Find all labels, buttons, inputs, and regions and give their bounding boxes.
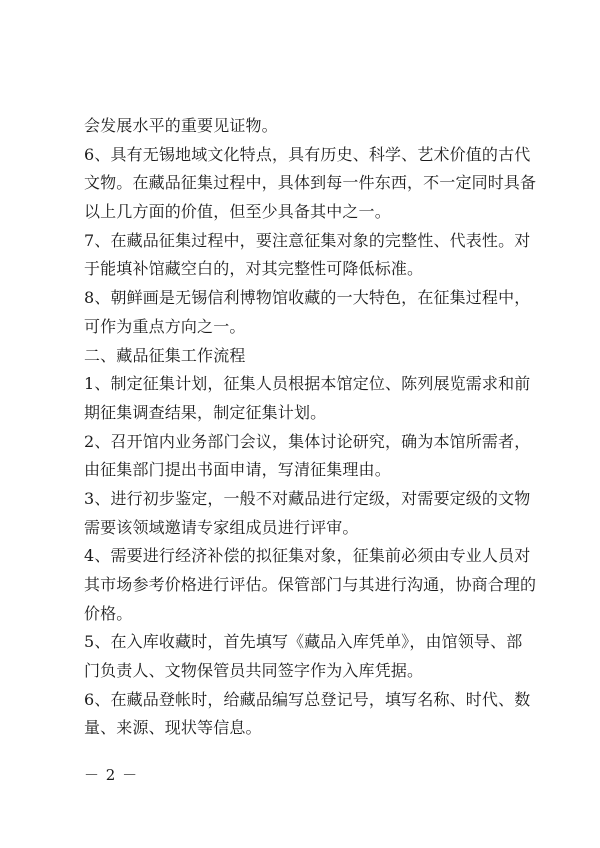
text-line: 由征集部门提出书面申请，写清征集理由。 [84, 460, 391, 480]
document-body [84, 112, 537, 743]
text-line: 可作为重点方向之一。 [84, 316, 246, 336]
text-line: 期征集调查结果，制定征集计划。 [84, 402, 327, 422]
text-line: 4、需要进行经济补偿的拟征集对象，征集前必须由专业人员对 [84, 546, 531, 566]
text-line: 6、具有无锡地域文化特点，具有历史、科学、艺术价值的古代 [84, 144, 531, 164]
text-line: 2、召开馆内业务部门会议，集体讨论研究，确为本馆所需者， [84, 431, 531, 451]
text-line: 于能填补馆藏空白的，对其完整性可降低标准。 [84, 259, 424, 279]
text-line: 文物。在藏品征集过程中，具体到每一件东西，不一定同时具备 [84, 173, 537, 193]
text-line: 8、朝鲜画是无锡信利博物馆收藏的一大特色，在征集过程中， [84, 288, 531, 308]
text-line: 1、制定征集计划，征集人员根据本馆定位、陈列展览需求和前 [84, 374, 531, 394]
text-line: 3、进行初步鉴定，一般不对藏品进行定级，对需要定级的文物 [84, 488, 531, 508]
text-line: 量、来源、现状等信息。 [84, 718, 262, 738]
text-line: 会发展水平的重要见证物。 [84, 116, 278, 135]
text-line: 5、在入库收藏时，首先填写《藏品入库凭单》，由馆领导、部 [84, 632, 523, 652]
text-line: 其市场参考价格进行评估。保管部门与其进行沟通，协商合理的 [84, 575, 537, 594]
text-line: 以上几方面的价值，但至少具备其中之一。 [84, 202, 391, 222]
text-line: 价格。 [84, 603, 133, 623]
section-heading: 二、藏品征集工作流程 [84, 345, 246, 365]
page-number: － 2 － [84, 766, 139, 784]
text-line: 门负责人、文物保管员共同签字作为入库凭据。 [84, 661, 424, 681]
text-line: 需要该领域邀请专家组成员进行评审。 [84, 517, 359, 537]
text-line: 6、在藏品登帐时，给藏品编写总登记号，填写名称、时代、数 [84, 689, 531, 709]
text-line: 7、在藏品征集过程中，要注意征集对象的完整性、代表性。对 [84, 230, 531, 250]
